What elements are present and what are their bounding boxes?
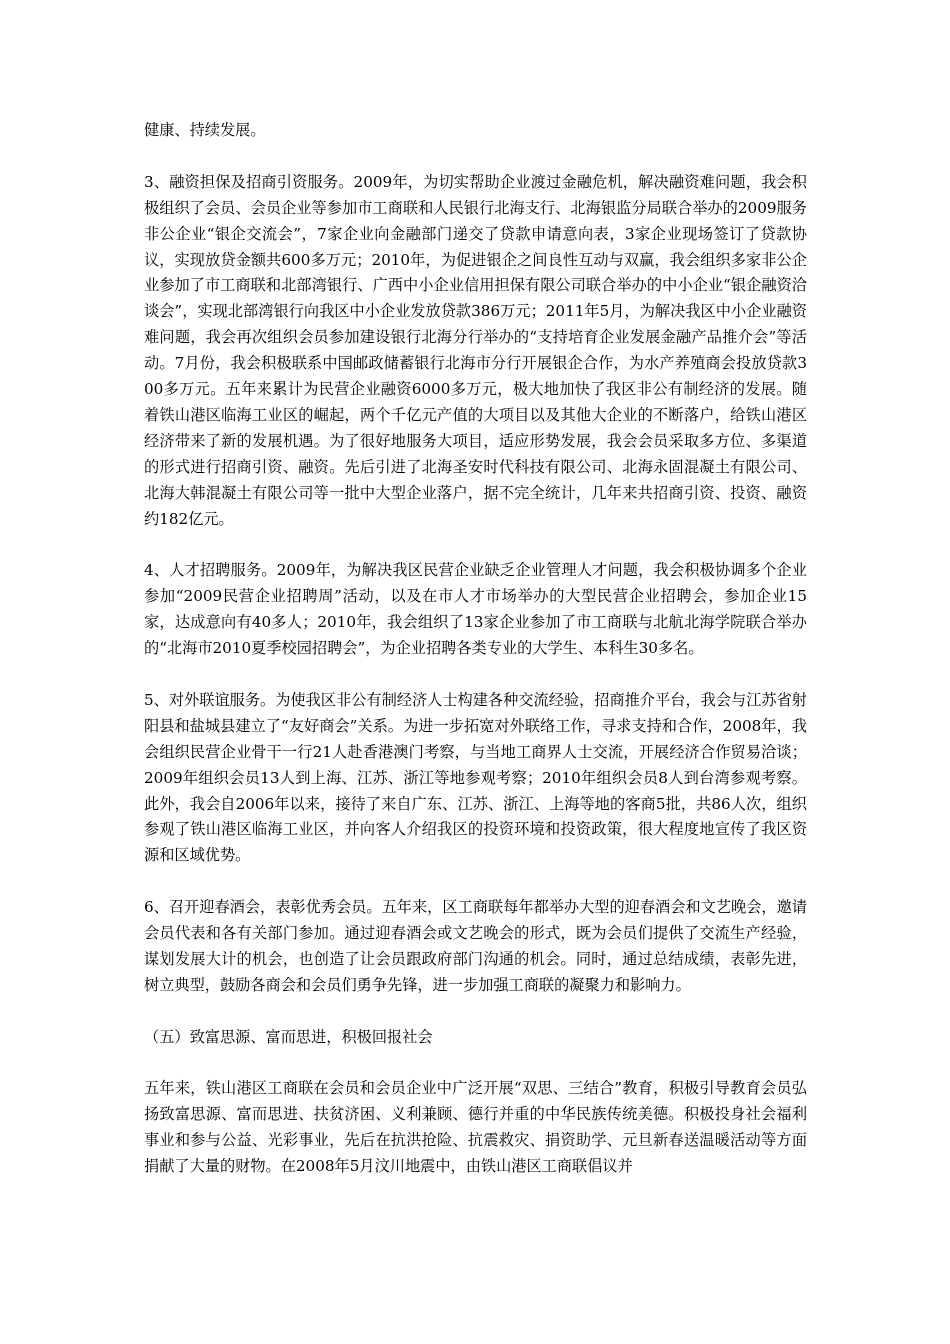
paragraph-talent-recruitment: 4、人才招聘服务。2009年，为解决我区民营企业缺乏企业管理人才问题，我会积极协调多个企业参加“2009民营企业招聘周”活动，以及在市人才市场举办的大型民营企业招聘会，参加企业15家，达成意向有40多人；2010年，我会组织了13家企业参加了市工商联与北航北海学院联合举办的“北海市2010夏季校园招聘会”，为企业招聘各类专业的大学生、本科生30多名。 (144, 561, 807, 658)
paragraph-external-liaison: 5、对外联谊服务。为使我区非公有制经济人士构建各种交流经验，招商推介平台，我会与江苏省射阳县和盐城县建立了“友好商会”关系。为进一步拓宽对外联络工作，寻求支持和合作，2008年，我会组织民营企业骨干一行21人赴香港澳门考察，与当地工商界人士交流，开展经济合作贸易洽谈；2009年组织会员13人到上海、江苏、浙江等地参观考察；2010年组织会员8人到台湾参观考察。此外，我会自2006年以来，接待了来自广东、江苏、浙江、上海等地的客商5批，共86人次，组织参观了铁山港区临海工业区，并向客人介绍我区的投资环境和投资政策，很大程度地宣传了我区资源和区域优势。 (144, 690, 807, 865)
paragraph-spring-reception: 6、召开迎春酒会，表彰优秀会员。五年来，区工商联每年都举办大型的迎春酒会和文艺晚会，邀请会员代表和各有关部门参加。通过迎春酒会或文艺晚会的形式，既为会员们提供了交流生产经验，谋划发展大计的机会，也创造了让会员跟政府部门沟通的机会。同时，通过总结成绩，表彰先进，树立典型，鼓励各商会和会员们勇争先锋，进一步加强工商联的凝聚力和影响力。 (144, 898, 807, 994)
document-body (144, 118, 807, 1206)
section-heading: （五）致富思源、富而思进，积极回报社会 (144, 1027, 433, 1046)
paragraph-intro-fragment: 健康、持续发展。 (144, 121, 266, 139)
paragraph-financing-service: 3、融资担保及招商引资服务。2009年，为切实帮助企业渡过金融危机，解决融资难问题，我会积极组织了会员、会员企业等参加市工商联和人民银行北海支行、北海银监分局联合举办的2009服务非公企业“银企交流会”，7家企业向金融部门递交了贷款申请意向表，3家企业现场签订了贷款协议，实现放贷金额共600多万元；2010年，为促进银企之间良性互动与双赢，我会组织多家非公企业参加了市工商联和北部湾银行、广西中小企业信用担保有限公司联合举办的中小企业“银企融资洽谈会”，实现北部湾银行向我区中小企业发放贷款386万元；2011年5月，为解决我区中小企业融资难问题，我会再次组织会员参加建设银行北海分行举办的“支持培育企业发展金融产品推介会”等活动。7月份，我会积极联系中国邮政储蓄银行北海市分行开展银企合作，为水产养殖商会投放贷款300多万元。五年来累计为民营企业融资6000多万元，极大地加快了我区非公有制经济的发展。随着铁山港区临海工业区的崛起，两个千亿元产值的大项目以及其他大企业的不断落户，给铁山港区经济带来了新的发展机遇。为了很好地服务大项目，适应形势发展，我会会员采取多方位、多渠道的形式进行招商引资、融资。先后引进了北海圣安时代科技有限公司、北海永固混凝土有限公司、北海大韩混凝土有限公司等一批中大型企业落户，据不完全统计，几年来共招商引资、投资、融资约182亿元。 (144, 172, 807, 528)
paragraph-giving-back: 五年来，铁山港区工商联在会员和会员企业中广泛开展“双思、三结合”教育，积极引导教育会员弘扬致富思源、富而思进、扶贫济困、义利兼顾、德行并重的中华民族传统美德。积极投身社会福利事业和参与公益、光彩事业，先后在抗洪抢险、抗震救灾、捐资助学、元旦新春送温暖活动等方面捐献了大量的财物。在2008年5月汶川地震中，由铁山港区工商联倡议并 (144, 1079, 807, 1176)
